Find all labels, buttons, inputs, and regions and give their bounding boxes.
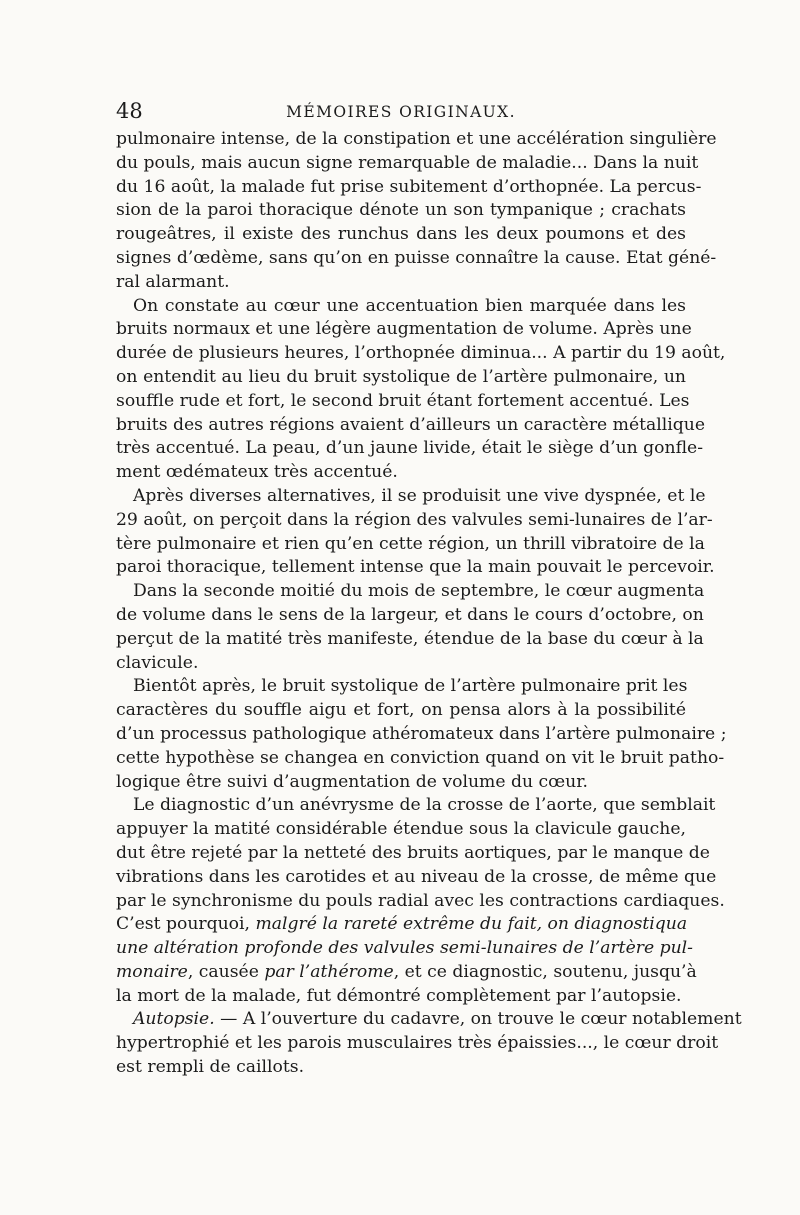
- running-title: MÉMOIRES ORIGINAUX.: [286, 103, 516, 121]
- line-text: bruits des autres régions avaient d’ailleurs un caractère métallique: [116, 414, 706, 435]
- text-line: [116, 723, 727, 747]
- italic-text: par l’athérome: [264, 961, 394, 982]
- line-text: durée de plusieurs heures, l’orthopnée diminua... A partir du 19 août,: [116, 343, 726, 364]
- line-text: la mort de la malade, fut démontré complètement par l’autopsie.: [116, 985, 682, 1006]
- line-text: très accentué. La peau, d’un jaune livide, était le siège d’un gonfle-: [116, 438, 704, 459]
- text-line: [116, 652, 686, 676]
- italic-text: Autopsie.: [133, 1009, 215, 1030]
- line-text: pulmonaire intense, de la constipation et une accélération singulière: [116, 129, 717, 149]
- text-line: [116, 771, 686, 795]
- body-text: [116, 128, 742, 1080]
- line-text: — A l’ouverture du cadavre, on trouve le cœur notablement: [214, 1009, 742, 1030]
- text-line: [116, 842, 710, 866]
- line-text: est rempli de caillots.: [116, 1057, 305, 1078]
- text-line: [116, 937, 693, 961]
- italic-text: une altération profonde des valvules semi-lunaires de l’artère pul-: [116, 938, 693, 959]
- text-line: [116, 390, 690, 414]
- line-text: sion de la paroi thoracique dénote un son tympanique ; crachats: [116, 200, 686, 221]
- text-line: [116, 913, 686, 937]
- text-line: [116, 890, 725, 914]
- text-line: [116, 509, 713, 533]
- line-text: Bientôt après, le bruit systolique de l’artère pulmonaire prit les: [133, 676, 688, 697]
- text-line: [116, 176, 702, 200]
- text-line: [116, 247, 717, 271]
- italic-text: malgré la rareté extrême du fait, on diagnostiqua: [255, 914, 688, 935]
- line-text: , causée: [187, 961, 265, 982]
- line-text: tère pulmonaire et rien qu’en cette région, un thrill vibratoire de la: [116, 533, 705, 554]
- line-text: paroi thoracique, tellement intense que la main pouvait le percevoir.: [116, 557, 715, 578]
- text-line: [116, 318, 692, 342]
- text-line: [116, 1008, 742, 1032]
- line-text: appuyer la matité considérable étendue sous la clavicule gauche,: [116, 819, 686, 840]
- line-text: caractères du souffle aigu et fort, on pensa alors à la possibilité: [116, 700, 686, 721]
- line-text: rougeâtres, il existe des runchus dans les deux poumons et des: [116, 224, 686, 245]
- page-header: [116, 98, 686, 126]
- text-line: [116, 485, 706, 509]
- text-line: [116, 128, 717, 152]
- line-text: ral alarmant.: [116, 271, 230, 292]
- text-line: [116, 580, 705, 604]
- text-line: [116, 533, 705, 557]
- text-line: [116, 366, 686, 390]
- line-text: clavicule.: [116, 652, 199, 673]
- line-text: cette hypothèse se changea en conviction quand on vit le bruit patho-: [116, 747, 725, 768]
- text-line: [116, 414, 706, 438]
- text-line: [116, 866, 717, 890]
- text-line: [116, 985, 686, 1009]
- line-text: Le diagnostic d’un anévrysme de la crosse de l’aorte, que semblait: [133, 795, 716, 816]
- text-line: [116, 152, 699, 176]
- line-text: logique être suivi d’augmentation de volume du cœur.: [116, 771, 589, 792]
- line-text: dut être rejeté par la netteté des bruits aortiques, par le manque de: [116, 842, 710, 863]
- text-line: [116, 199, 686, 223]
- text-line: [116, 342, 726, 366]
- line-text: d’un processus pathologique athéromateux dans l’artère pulmonaire ;: [116, 723, 727, 744]
- line-text: bruits normaux et une légère augmentation de volume. Après une: [116, 319, 692, 340]
- line-text: par le synchronisme du pouls radial avec les contractions cardiaques.: [116, 890, 725, 911]
- text-line: [116, 675, 686, 699]
- line-text: hypertrophié et les parois musculaires très épaissies..., le cœur droit: [116, 1033, 719, 1054]
- text-line: [116, 437, 704, 461]
- text-line: [116, 461, 686, 485]
- text-line: [116, 223, 686, 247]
- page-number: 48: [116, 99, 143, 123]
- text-line: [116, 295, 686, 319]
- line-text: perçut de la matité très manifeste, étendue de la base du cœur à la: [116, 628, 704, 649]
- line-text: ment œdémateux très accentué.: [116, 462, 398, 483]
- text-line: [116, 818, 686, 842]
- text-line: [116, 794, 716, 818]
- line-text: souffle rude et fort, le second bruit étant fortement accentué. Les: [116, 390, 690, 411]
- line-text: signes d’œdème, sans qu’on en puisse connaître la cause. Etat géné-: [116, 247, 717, 268]
- line-text: vibrations dans les carotides et au niveau de la crosse, de même que: [116, 866, 717, 887]
- line-text: , et ce diagnostic, soutenu, jusqu’à: [393, 961, 697, 982]
- text-line: [116, 699, 686, 723]
- line-text: de volume dans le sens de la largeur, et dans le cours d’octobre, on: [116, 604, 704, 625]
- line-text: Dans la seconde moitié du mois de septembre, le cœur augmenta: [133, 581, 705, 602]
- line-text: On constate au cœur une accentuation bien marquée dans les: [133, 295, 686, 316]
- line-text: on entendit au lieu du bruit systolique de l’artère pulmonaire, un: [116, 366, 686, 387]
- line-text: du 16 août, la malade fut prise subitement d’orthopnée. La percus-: [116, 176, 702, 197]
- text-line: [116, 961, 697, 985]
- italic-text: monaire: [116, 961, 188, 982]
- line-text: C’est pourquoi,: [116, 914, 256, 935]
- text-line: [116, 628, 704, 652]
- line-text: du pouls, mais aucun signe remarquable de maladie... Dans la nuit: [116, 152, 699, 173]
- text-line: [116, 747, 725, 771]
- text-line: [116, 1032, 719, 1056]
- text-line: [116, 556, 715, 580]
- line-text: 29 août, on perçoit dans la région des valvules semi-lunaires de l’ar-: [116, 509, 713, 530]
- text-line: [116, 271, 686, 295]
- text-line: [116, 604, 704, 628]
- text-line: [116, 1056, 686, 1080]
- line-text: Après diverses alternatives, il se produisit une vive dyspnée, et le: [133, 485, 706, 506]
